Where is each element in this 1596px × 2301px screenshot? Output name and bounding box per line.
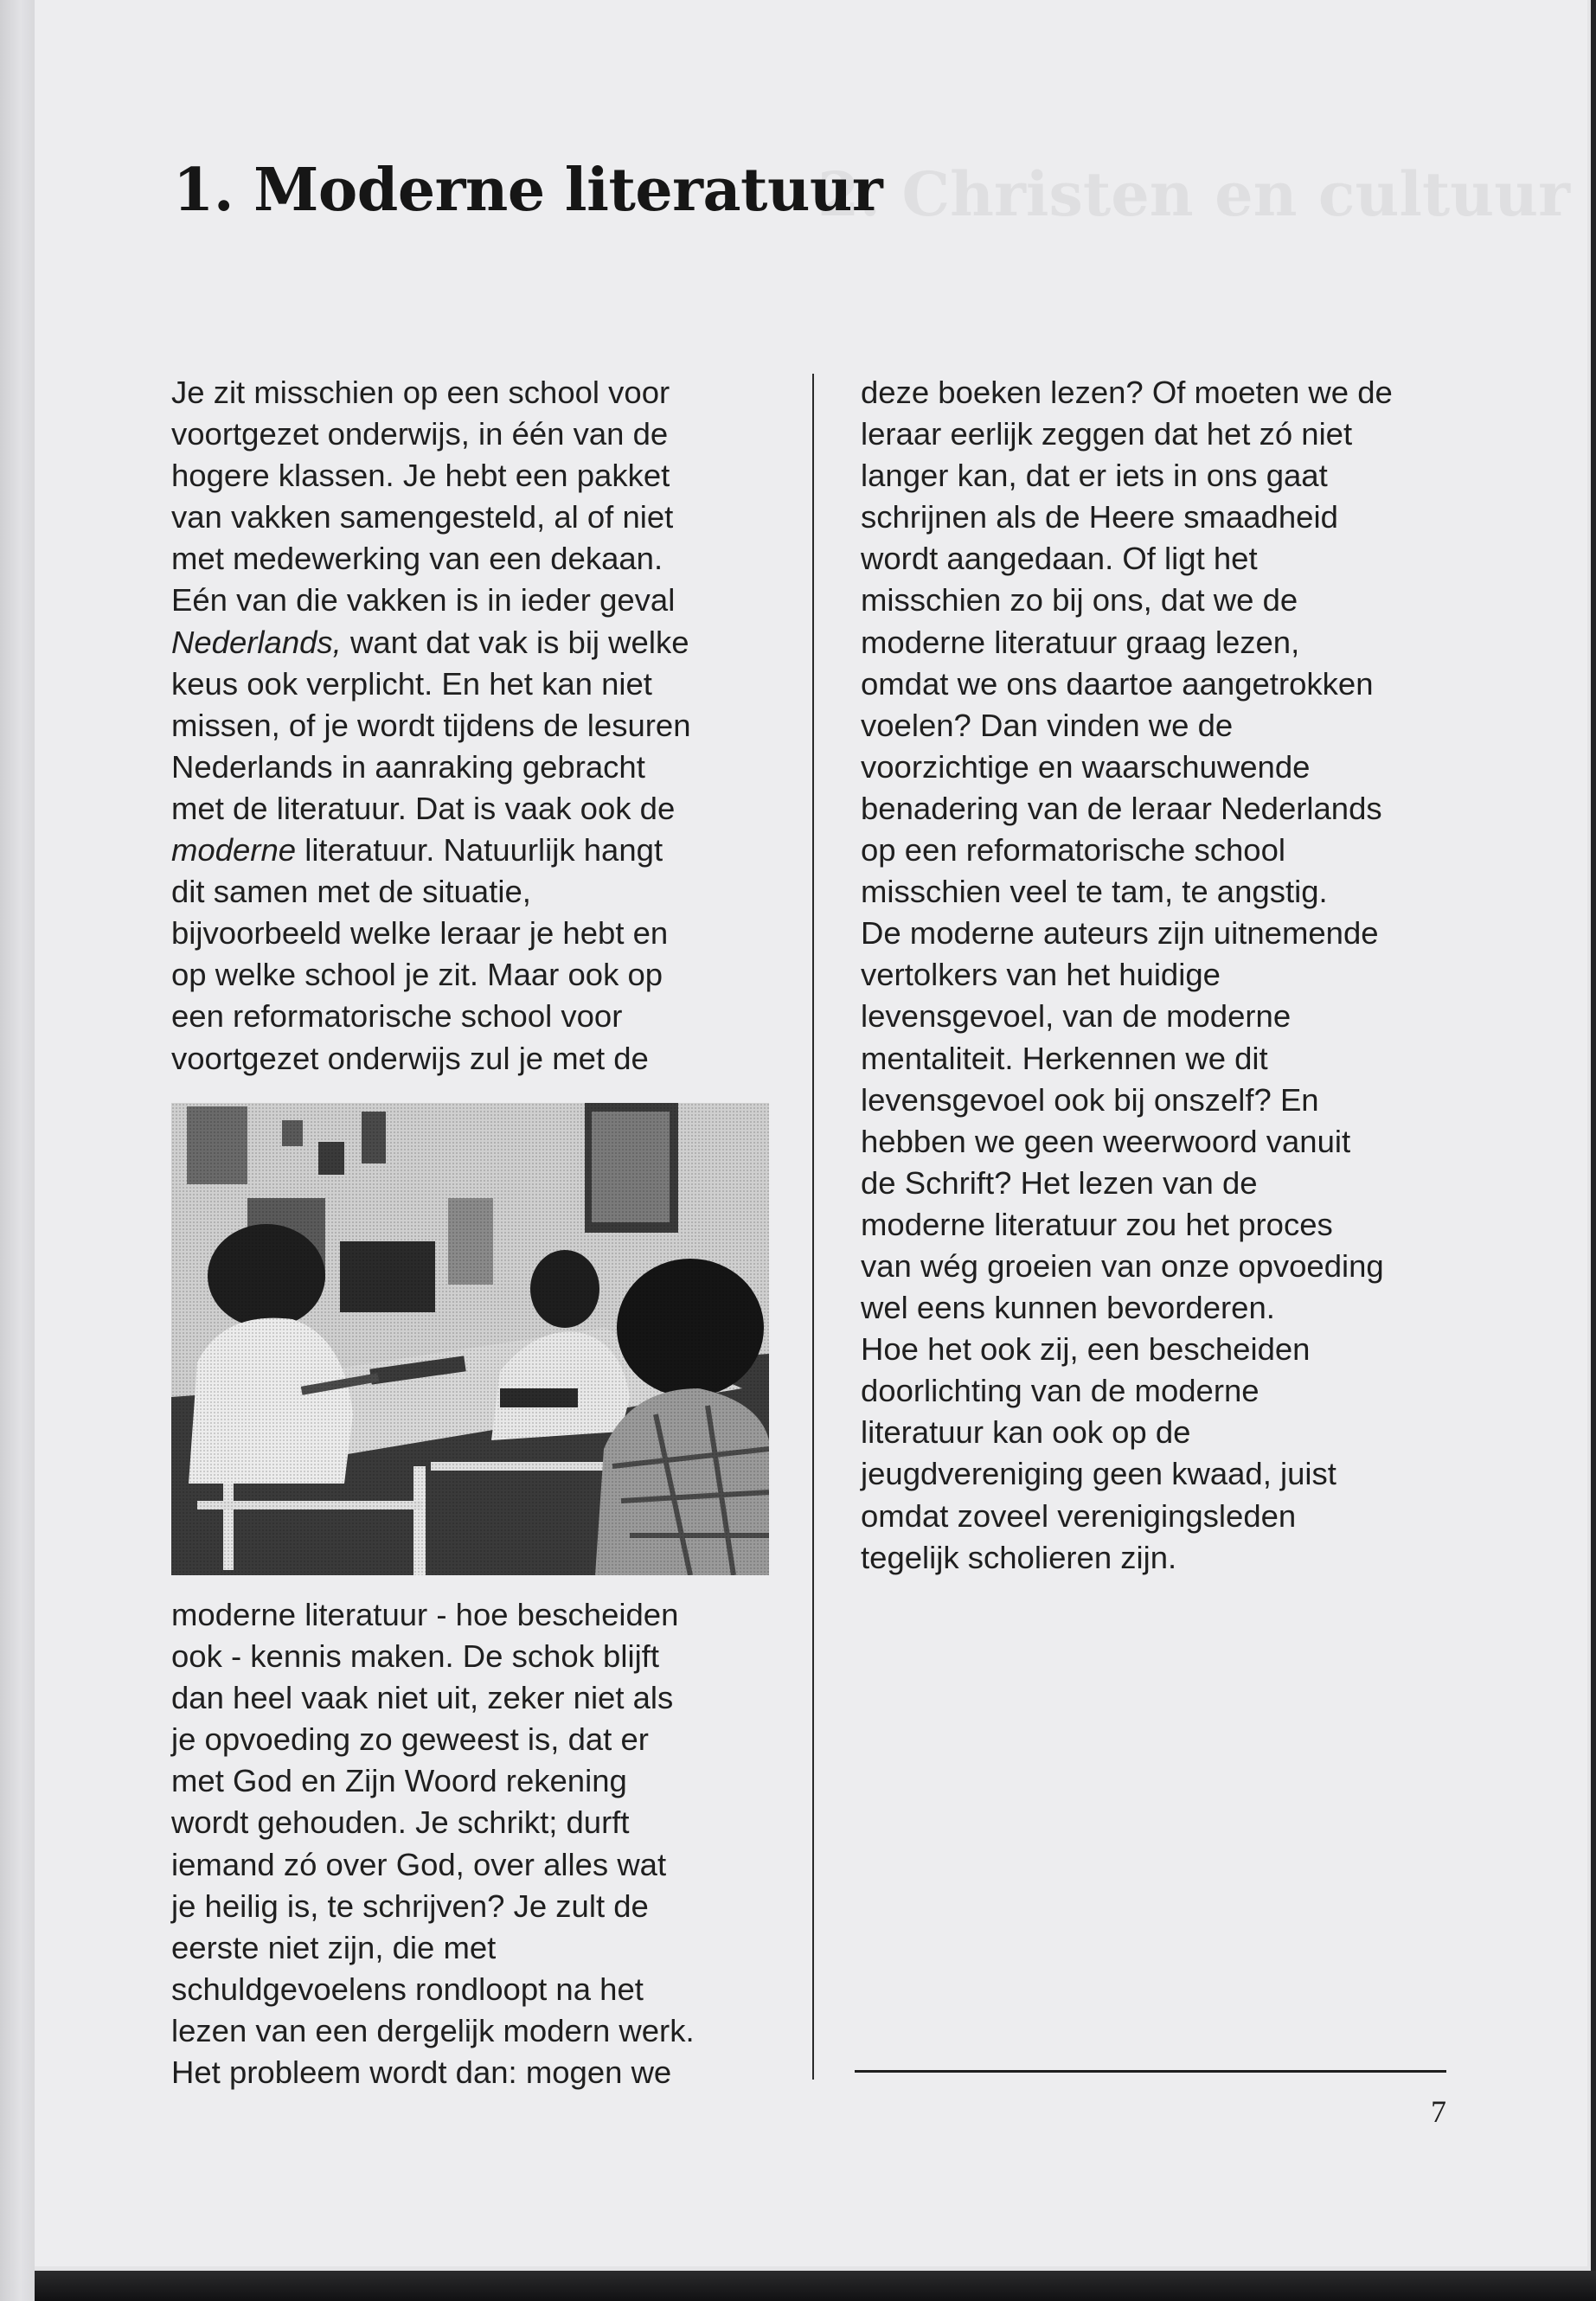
text-line-segment: tegelijk scholieren zijn. — [861, 1539, 1177, 1575]
text-line-segment: missen, of je wordt tijdens de lesuren — [171, 707, 691, 743]
text-line-segment: Hoe het ook zij, een bescheiden — [861, 1331, 1311, 1368]
text-line-segment: op een reformatorische school — [861, 832, 1285, 868]
text-line-segment: voortgezet onderwijs zul je met de — [171, 1040, 649, 1076]
text-line-segment: met medewerking van een dekaan. — [171, 541, 663, 577]
text-line-segment: benadering van de leraar Nederlands — [861, 790, 1382, 826]
text-line-segment: misschien veel te tam, te angstig. — [861, 874, 1328, 910]
column-divider — [812, 374, 814, 2080]
text-line-segment: vertolkers van het huidige — [861, 957, 1221, 993]
text-line-segment: iemand zó over God, over alles wat — [171, 1846, 667, 1882]
text-line-segment: literatuur. Natuurlijk hangt — [296, 832, 663, 868]
text-line-segment: je opvoeding zo geweest is, dat er — [171, 1721, 649, 1758]
text-line-segment: bijvoorbeeld welke leraar je hebt en — [171, 915, 669, 952]
text-line-segment: wel eens kunnen bevorderen. — [861, 1290, 1275, 1326]
text-line-segment: van vakken samengesteld, al of niet — [171, 499, 674, 535]
show-through-title: 2. Christen en cultuur — [817, 158, 1570, 230]
text-line-segment: op welke school je zit. Maar ook op — [171, 957, 663, 993]
text-line-segment: levensgevoel ook bij onszelf? En — [861, 1081, 1319, 1118]
text-line-segment: met de literatuur. Dat is vaak ook de — [171, 790, 676, 826]
book-spine — [0, 0, 35, 2301]
text-line-segment: van wég groeien van onze opvoeding — [861, 1247, 1384, 1284]
text-line-segment: een reformatorische school voor — [171, 998, 623, 1035]
column-left-top — [171, 372, 691, 1080]
column-right — [861, 372, 1393, 1579]
text-line-segment: moderne literatuur graag lezen, — [861, 624, 1300, 660]
text-line-segment: levensgevoel, van de moderne — [861, 998, 1292, 1035]
page-number: 7 — [1431, 2094, 1446, 2129]
text-line-segment: met God en Zijn Woord rekening — [171, 1763, 627, 1799]
column-left-bottom — [171, 1594, 695, 2093]
text-line-segment: want dat vak is bij welke — [341, 624, 689, 660]
text-line-segment: voelen? Dan vinden we de — [861, 707, 1234, 743]
text-line-segment: Het probleem wordt dan: mogen we — [171, 2054, 672, 2091]
text-line-segment: lezen van een dergelijk modern werk. — [171, 2012, 695, 2048]
text-line-segment: moderne — [171, 832, 297, 868]
text-line-segment: langer kan, dat er iets in ons gaat — [861, 458, 1328, 494]
text-line-segment: hebben we geen weerwoord vanuit — [861, 1123, 1351, 1159]
text-line-segment: wordt gehouden. Je schrikt; durft — [171, 1804, 630, 1841]
text-line-segment: dit samen met de situatie, — [171, 874, 531, 910]
text-line-segment: omdat we ons daartoe aangetrokken — [861, 665, 1374, 702]
text-line-segment: jeugdvereniging geen kwaad, juist — [861, 1456, 1336, 1492]
text-line-segment: schuldgevoelens rondloopt na het — [171, 1971, 644, 2007]
text-line-segment: leraar eerlijk zeggen dat het zó niet — [861, 416, 1353, 452]
text-line-segment: wordt aangedaan. Of ligt het — [861, 541, 1258, 577]
text-line-segment: Nederlands in aanraking gebracht — [171, 748, 645, 785]
text-line-segment: Je zit misschien op een school voor — [171, 375, 670, 410]
text-line-segment: keus ook verplicht. En het kan niet — [171, 665, 652, 702]
text-line-segment: Nederlands, — [171, 624, 342, 660]
text-line-segment: doorlichting van de moderne — [861, 1373, 1259, 1409]
text-line-segment: hogere klassen. Je hebt een pakket — [171, 458, 670, 494]
text-line-segment: De moderne auteurs zijn uitnemende — [861, 915, 1379, 952]
text-line-segment: deze boeken lezen? Of moeten we de — [861, 375, 1393, 410]
text-line-segment: voorzichtige en waarschuwende — [861, 748, 1311, 785]
text-line-segment: dan heel vaak niet uit, zeker niet als — [171, 1680, 674, 1716]
text-line-segment: je heilig is, te schrijven? Je zult de — [171, 1888, 649, 1924]
chapter-title: 1. Moderne literatuur — [173, 156, 883, 225]
text-line-segment: de Schrift? Het lezen van de — [861, 1164, 1258, 1201]
text-line-segment: misschien zo bij ons, dat we de — [861, 582, 1298, 619]
text-line-segment: eerste niet zijn, die met — [171, 1929, 497, 1965]
text-line-segment: omdat zoveel verenigingsleden — [861, 1497, 1297, 1534]
text-line-segment: moderne literatuur zou het proces — [861, 1206, 1333, 1242]
text-line-segment: Eén van die vakken is in ieder geval — [171, 582, 676, 619]
classroom-photo — [171, 1103, 769, 1575]
text-line-segment: mentaliteit. Herkennen we dit — [861, 1040, 1268, 1076]
text-line-segment: voortgezet onderwijs, in één van de — [171, 416, 669, 452]
text-line-segment: moderne literatuur - hoe bescheiden — [171, 1597, 679, 1632]
footer-rule — [855, 2070, 1446, 2073]
text-line-segment: ook - kennis maken. De schok blijft — [171, 1638, 659, 1675]
scan-bottom-edge — [35, 2271, 1596, 2301]
text-line-segment: literatuur kan ook op de — [861, 1414, 1191, 1451]
page-edge-shadow — [1591, 0, 1596, 2301]
text-line-segment: schrijnen als de Heere smaadheid — [861, 499, 1338, 535]
